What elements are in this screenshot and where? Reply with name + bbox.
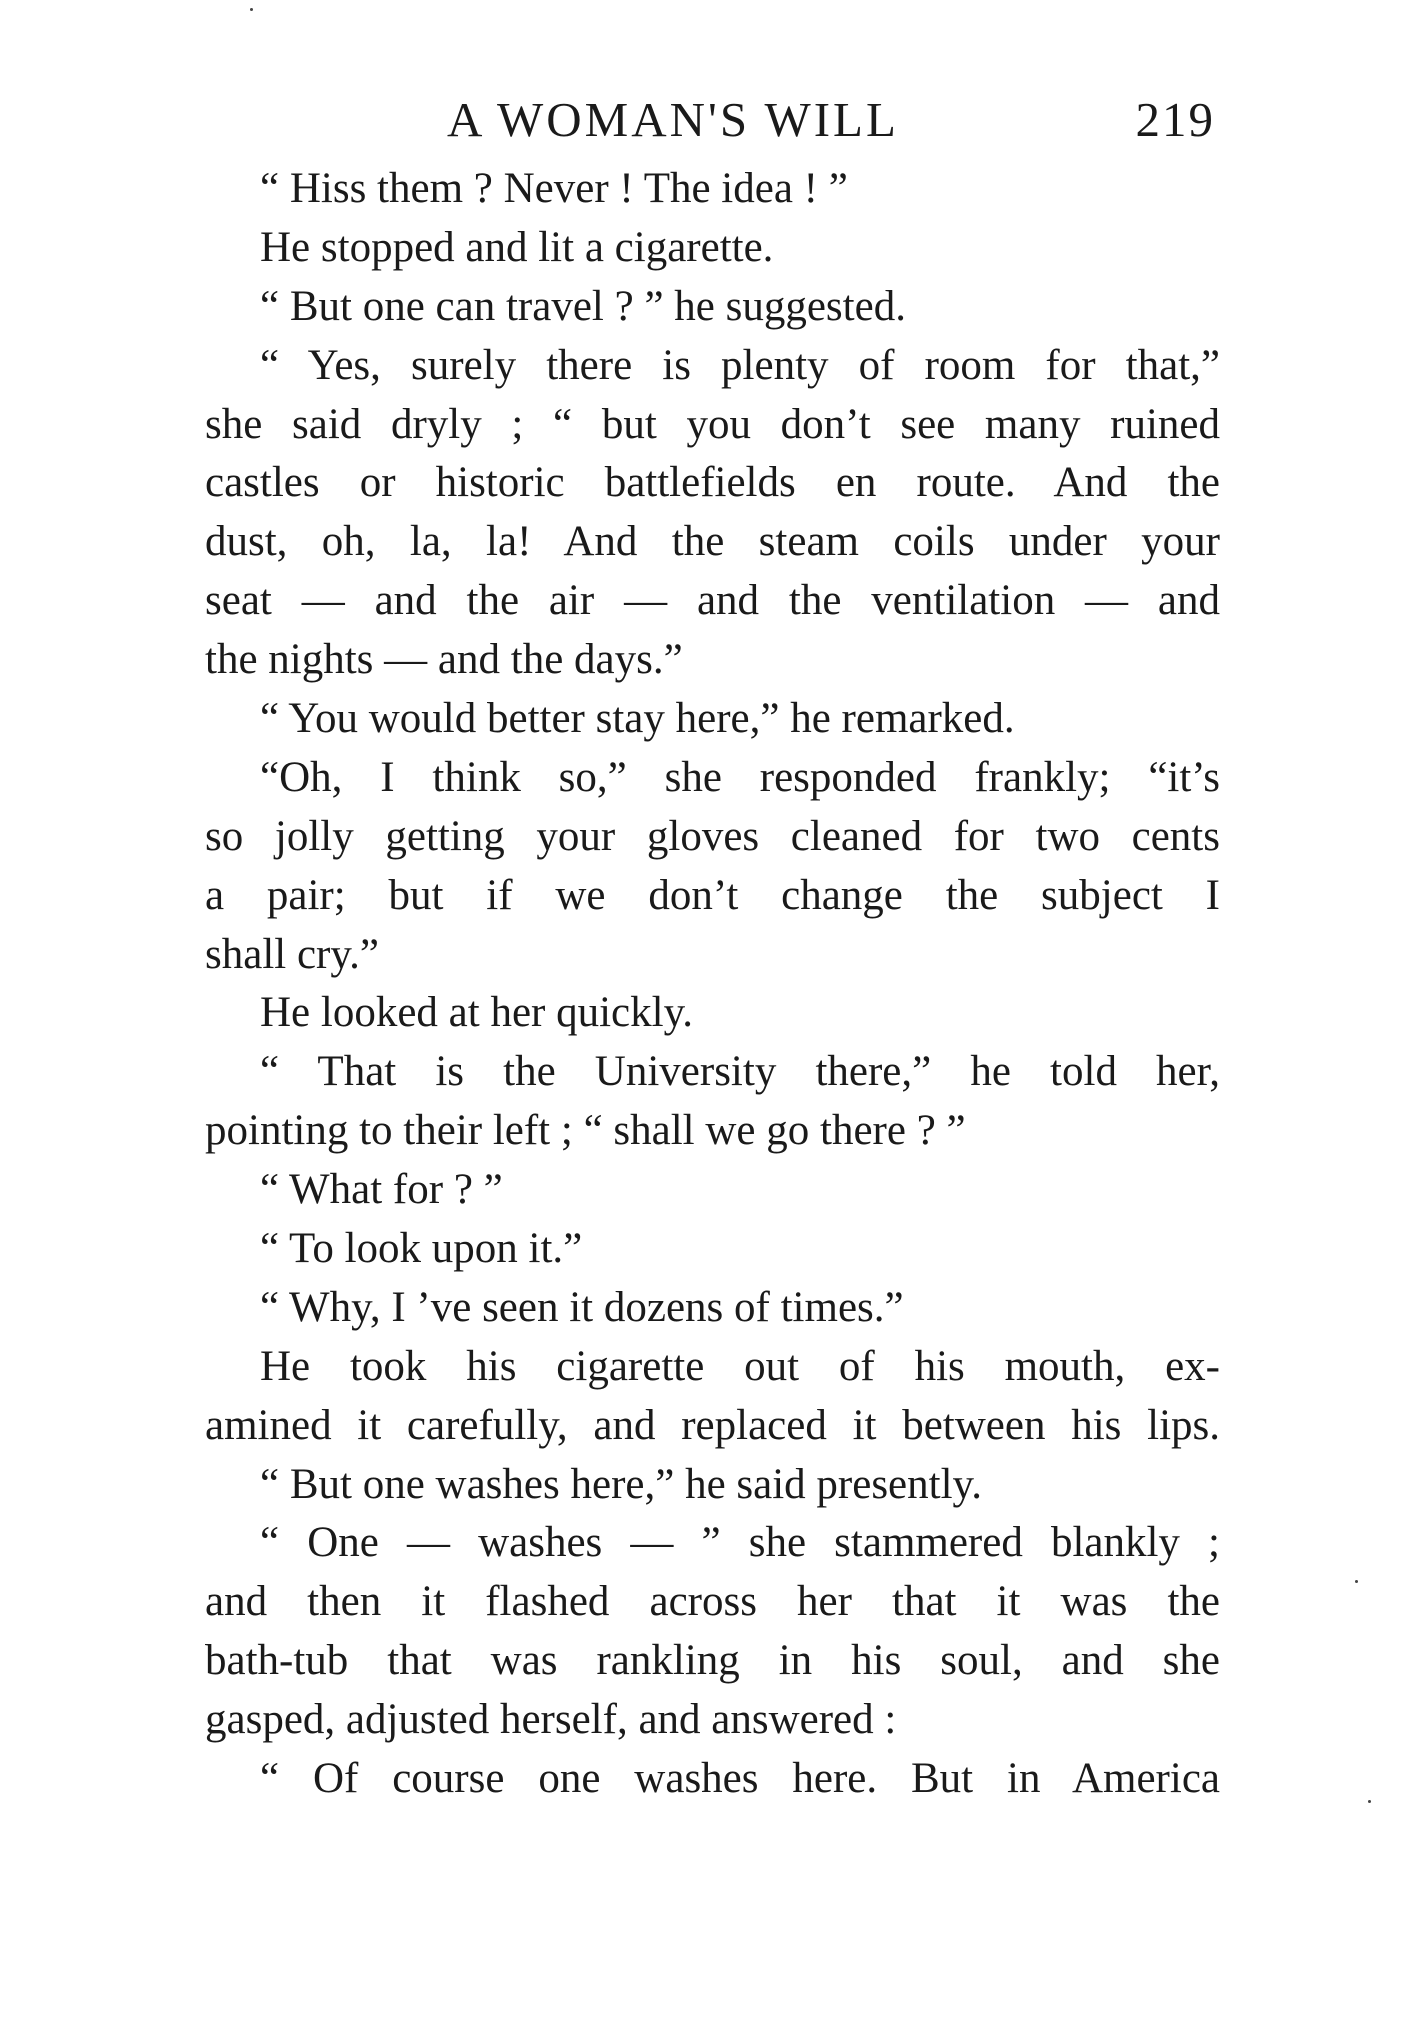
text-line: “ That is the University there,” he told her, bbox=[260, 1048, 1220, 1096]
text-line: dust, oh, la, la! And the steam coils under your bbox=[205, 518, 1220, 566]
text-line: a pair; but if we don’t change the subject I bbox=[205, 871, 1220, 919]
text-line: gasped, adjusted herself, and answered : bbox=[205, 1696, 897, 1744]
print-speck bbox=[250, 8, 253, 11]
text-line: “Oh, I think so,” she responded frankly; “it’s bbox=[260, 753, 1220, 801]
text-line: shall cry.” bbox=[205, 930, 379, 978]
page-header bbox=[205, 85, 1215, 155]
text-line: He took his cigarette out of his mouth, ex- bbox=[260, 1342, 1220, 1390]
print-speck bbox=[1368, 1800, 1371, 1803]
text-line: “ Yes, surely there is plenty of room for that,” bbox=[260, 341, 1220, 389]
text-line: pointing to their left ; “ shall we go there ? ” bbox=[205, 1107, 966, 1155]
print-speck bbox=[1355, 1580, 1358, 1583]
text-line: “ You would better stay here,” he remarked. bbox=[260, 695, 1015, 743]
text-line: amined it carefully, and replaced it between his lips. bbox=[205, 1401, 1220, 1449]
body-text bbox=[205, 160, 1220, 1809]
text-line: “ But one washes here,” he said presently. bbox=[260, 1460, 982, 1508]
text-line: castles or historic battlefields en route. And the bbox=[205, 459, 1220, 507]
page-number: 219 bbox=[1135, 92, 1215, 147]
text-line: “ What for ? ” bbox=[260, 1166, 503, 1214]
text-line: “ But one can travel ? ” he suggested. bbox=[260, 282, 906, 330]
text-line: “ Hiss them ? Never ! The idea ! ” bbox=[260, 165, 848, 212]
text-line: bath-tub that was rankling in his soul, and she bbox=[205, 1637, 1220, 1685]
text-line: the nights — and the days.” bbox=[205, 636, 683, 684]
text-line: so jolly getting your gloves cleaned for two cents bbox=[205, 812, 1220, 860]
text-line: He looked at her quickly. bbox=[260, 989, 694, 1037]
text-line: and then it flashed across her that it was the bbox=[205, 1578, 1220, 1626]
running-title: A WOMAN'S WILL bbox=[447, 92, 899, 147]
text-line: “ Why, I ’ve seen it dozens of times.” bbox=[260, 1283, 904, 1331]
text-line: she said dryly ; “ but you don’t see many ruined bbox=[205, 400, 1220, 448]
text-line: “ To look upon it.” bbox=[260, 1225, 583, 1273]
text-line: “ Of course one washes here. But in America bbox=[260, 1755, 1220, 1803]
text-line: He stopped and lit a cigarette. bbox=[260, 223, 774, 271]
text-line: “ One — washes — ” she stammered blankly ; bbox=[260, 1519, 1220, 1567]
text-line: seat — and the air — and the ventilation — and bbox=[205, 577, 1220, 625]
